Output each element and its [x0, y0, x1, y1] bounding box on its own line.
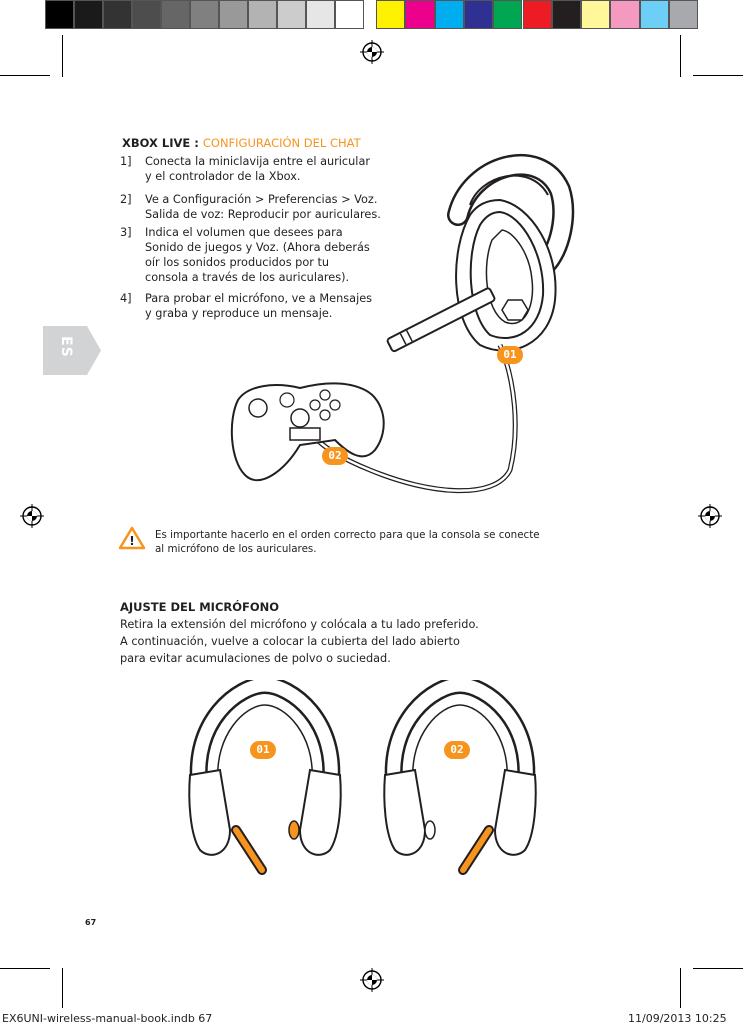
color-swatch: [581, 0, 610, 29]
step-number: 2]: [120, 193, 132, 206]
warning-line: Es importante hacerlo en el orden correcto para que la consola se conecte: [155, 529, 540, 541]
step-line: Para probar el micrófono, ve a Mensajes: [145, 292, 373, 305]
crop-mark: [680, 968, 681, 1008]
step-line: Indica el volumen que desees para: [145, 226, 343, 239]
registration-mark-icon: [360, 968, 384, 992]
gray-swatch: [335, 0, 364, 29]
color-swatch: [523, 0, 552, 29]
crop-mark: [62, 968, 63, 1008]
gray-swatch: [74, 0, 103, 29]
heading-prefix: XBOX LIVE :: [122, 136, 199, 150]
color-swatch: [464, 0, 493, 29]
gray-swatch: [277, 0, 306, 29]
gray-swatch: [190, 0, 219, 29]
gray-swatch: [45, 0, 74, 29]
step-line: Salida de voz: Reproducir por auriculares.: [145, 208, 381, 221]
color-swatch: [640, 0, 669, 29]
paragraph-line: Retira la extensión del micrófono y colócala a tu lado preferido.: [120, 618, 479, 631]
step-number: 3]: [120, 226, 132, 239]
step-number: 4]: [120, 292, 132, 305]
registration-mark-icon: [698, 504, 722, 528]
color-swatch: [405, 0, 434, 29]
step-badge-01: 01: [250, 741, 276, 759]
crop-mark: [693, 968, 743, 969]
paragraph-line: A continuación, vuelve a colocar la cubierta del lado abierto: [120, 635, 460, 648]
slug-filename: EX6UNI-wireless-manual-book.indb 67: [2, 1012, 213, 1025]
crop-mark: [680, 35, 681, 77]
color-swatch: [552, 0, 581, 29]
color-swatch: [669, 0, 698, 29]
color-swatch: [610, 0, 639, 29]
slug-date: 11/09/2013 10:25: [628, 1012, 727, 1025]
language-tab-label: ES: [57, 336, 74, 358]
crop-mark: [693, 75, 743, 76]
microphone-side-illustration-right: [375, 680, 545, 880]
language-tab: [43, 326, 101, 375]
crop-mark: [0, 75, 50, 76]
step-badge-01: 01: [497, 346, 523, 364]
gray-swatch: [103, 0, 132, 29]
step-line: y graba y reproduce un mensaje.: [145, 307, 333, 320]
crop-mark: [62, 35, 63, 77]
registration-mark-icon: [20, 504, 44, 528]
section2-paragraph: [120, 616, 540, 667]
step-line: Ve a Configuración > Preferencias > Voz.: [145, 193, 378, 206]
warning-text: [155, 528, 585, 556]
crop-mark: [0, 968, 50, 969]
paragraph-line: para evitar acumulaciones de polvo o suciedad.: [120, 652, 391, 665]
color-swatch: [493, 0, 522, 29]
svg-text:!: !: [129, 534, 135, 548]
section-heading-2: AJUSTE DEL MICRÓFONO: [120, 600, 280, 614]
warning-line: al micrófono de los auriculares.: [155, 543, 317, 555]
registration-mark-icon: [360, 40, 384, 64]
heading-highlight: CONFIGURACIÓN DEL CHAT: [202, 136, 361, 150]
gray-swatch: [132, 0, 161, 29]
gray-swatch: [161, 0, 190, 29]
step-number: 1]: [120, 155, 132, 168]
step-line: Sonido de juegos y Voz. (Ahora deberás: [145, 241, 370, 254]
gray-swatch: [248, 0, 277, 29]
page-number: 67: [85, 918, 97, 927]
color-swatch: [435, 0, 464, 29]
step-line: y el controlador de la Xbox.: [145, 170, 301, 183]
warning-triangle-icon: [118, 526, 146, 550]
step-badge-02: 02: [444, 741, 470, 759]
gray-swatch: [219, 0, 248, 29]
headset-controller-illustration: [225, 140, 575, 500]
gray-swatch: [306, 0, 335, 29]
step-line: Conecta la miniclavija entre el auricular: [145, 155, 371, 168]
microphone-side-illustration-left: [180, 680, 350, 880]
step-line: oír los sonidos producidos por tu: [145, 256, 330, 269]
color-swatch: [376, 0, 405, 29]
step-line: consola a través de los auriculares).: [145, 271, 350, 284]
step-badge-02: 02: [322, 447, 348, 465]
